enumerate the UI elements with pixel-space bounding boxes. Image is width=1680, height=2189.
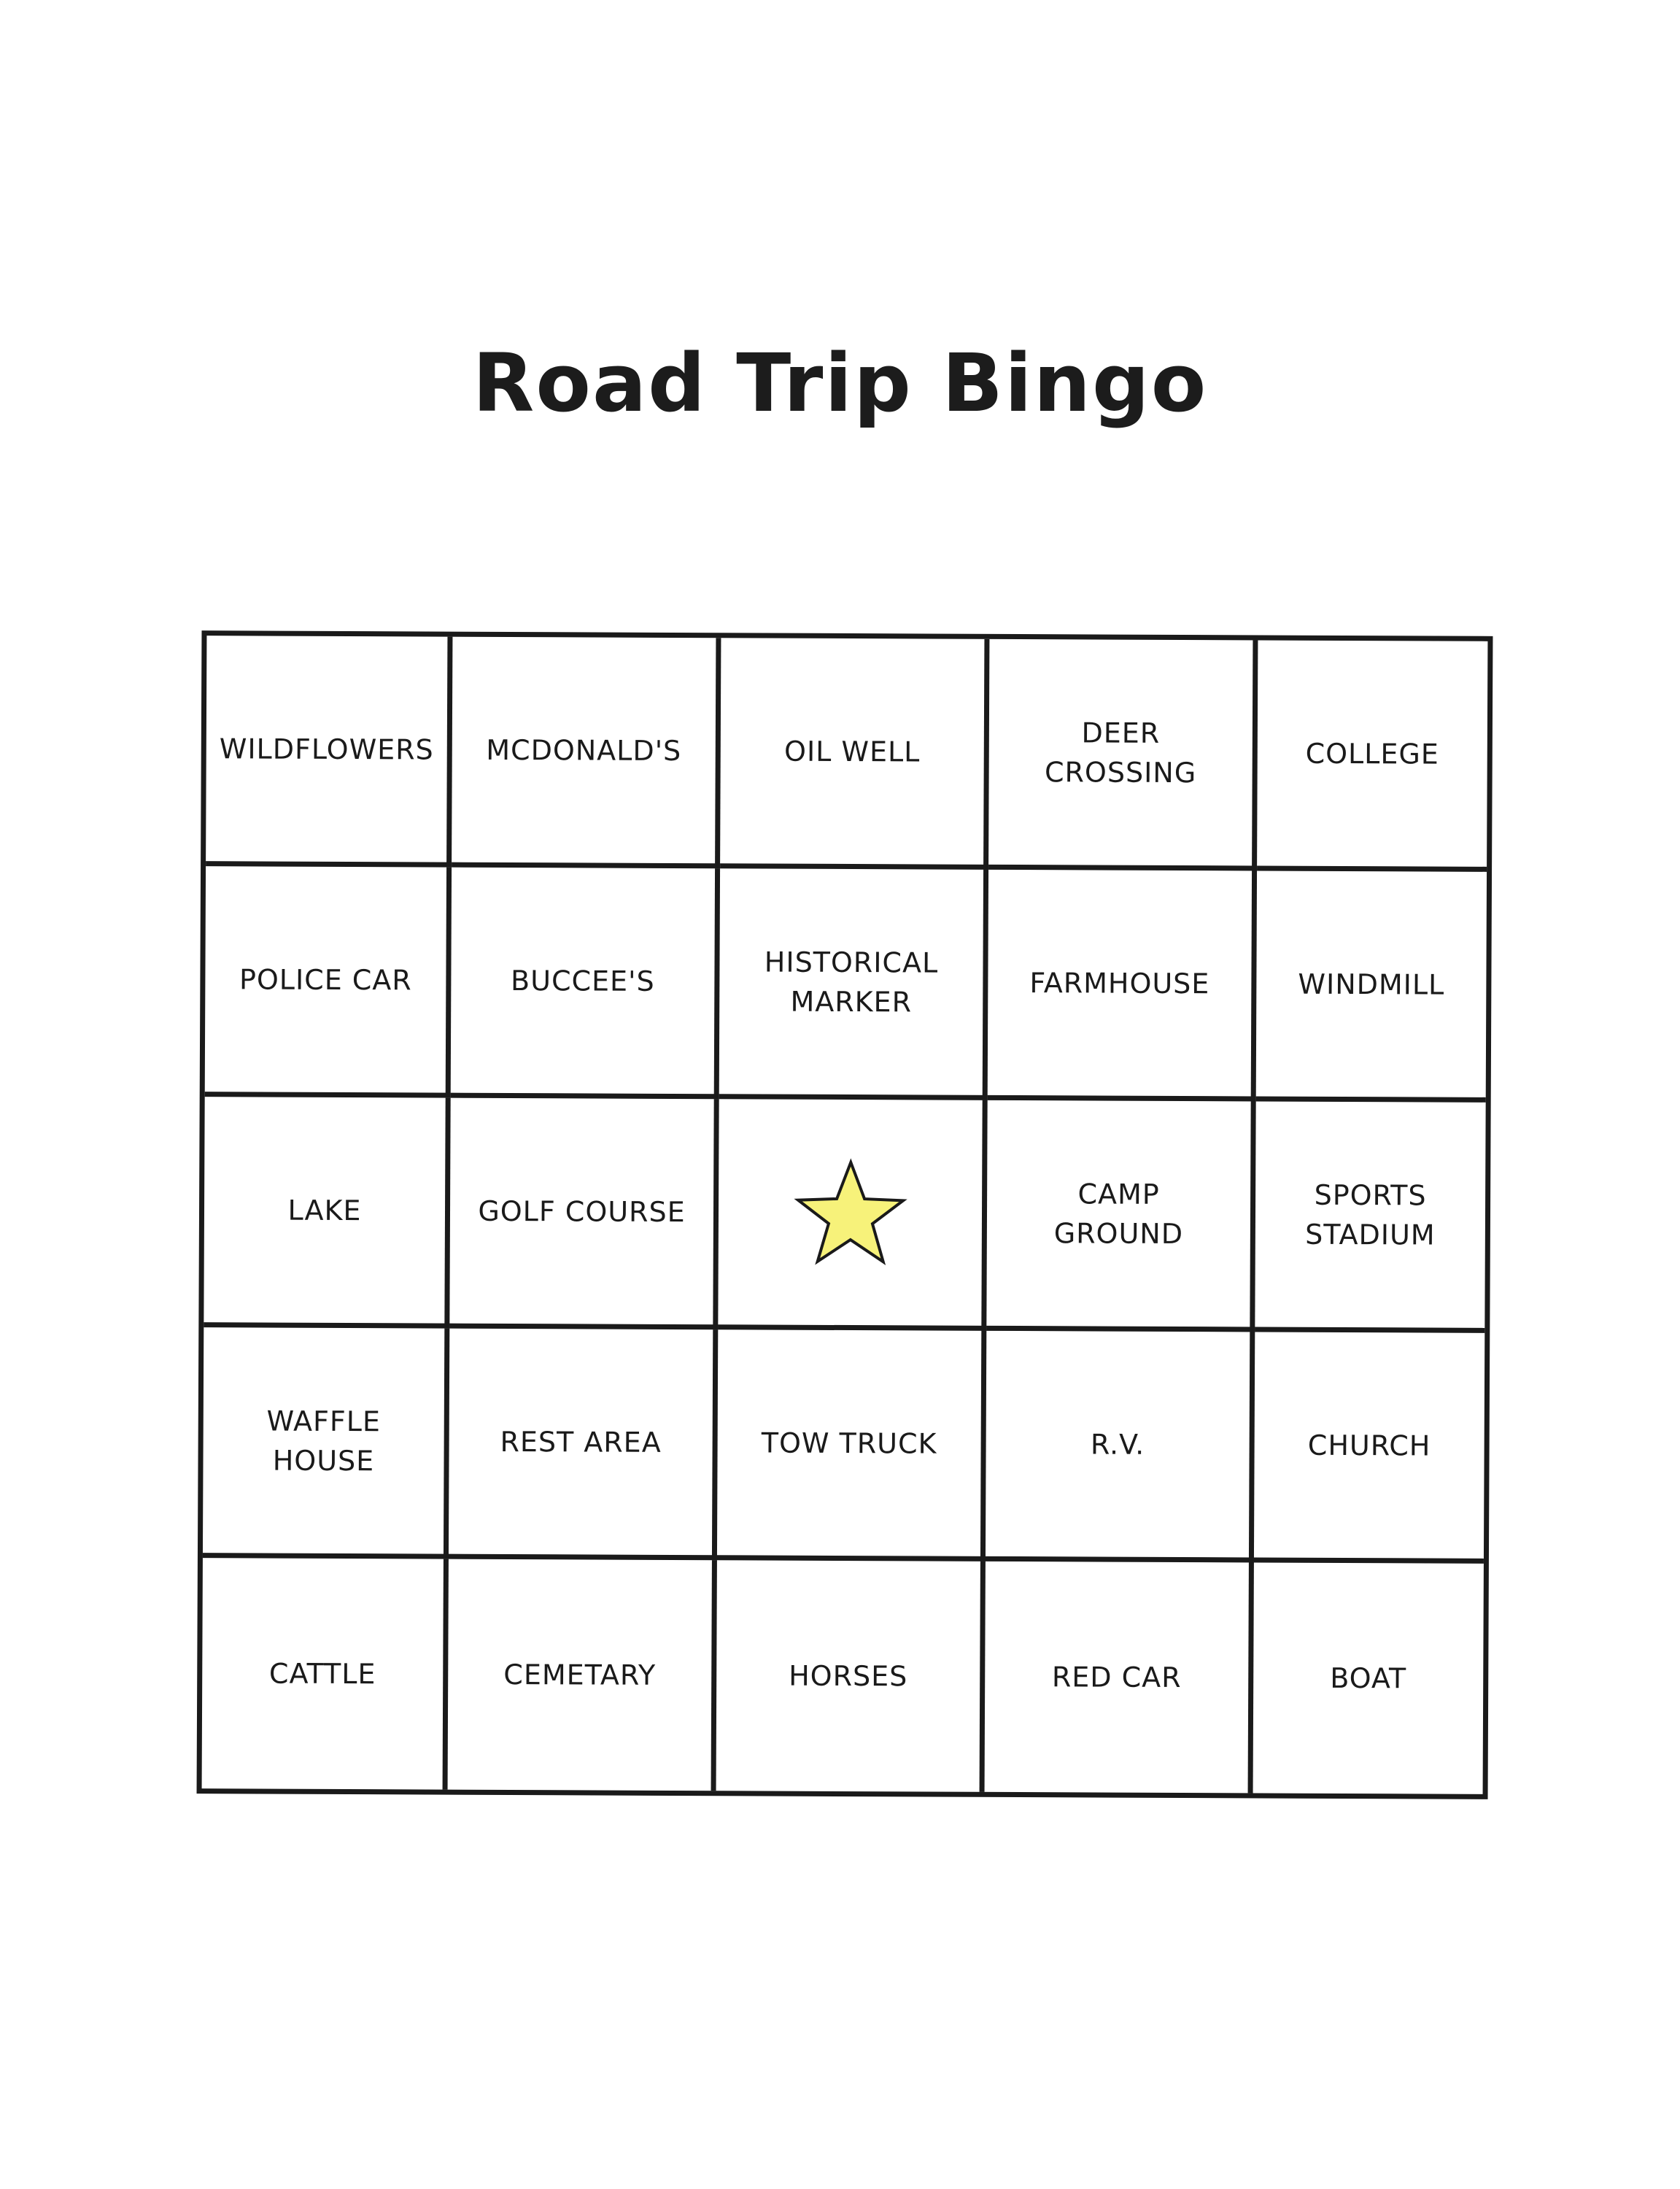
cell-label: WILDFLOWERS bbox=[219, 732, 434, 766]
bingo-cell[interactable] bbox=[1253, 1562, 1484, 1794]
page-title: Road Trip Bingo bbox=[472, 336, 1208, 430]
bingo-cell[interactable] bbox=[717, 1329, 986, 1561]
cell-label: GOLF COURSE bbox=[478, 1194, 686, 1228]
cell-label: BOAT bbox=[1330, 1661, 1407, 1695]
cell-label: COLLEGE bbox=[1305, 737, 1439, 771]
bingo-cell[interactable] bbox=[449, 1329, 718, 1561]
bingo-cell[interactable] bbox=[1255, 1101, 1485, 1332]
cell-label: HISTORICAL MARKER bbox=[764, 946, 939, 1018]
cell-label: BUCCEE'S bbox=[511, 964, 655, 997]
cell-label: POLICE CAR bbox=[239, 962, 412, 996]
cell-label: LAKE bbox=[287, 1194, 362, 1227]
bingo-cell[interactable] bbox=[449, 1098, 719, 1330]
bingo-cell[interactable] bbox=[204, 1097, 450, 1328]
cell-label: CAMP GROUND bbox=[1053, 1177, 1184, 1250]
cell-label: SPORTS STADIUM bbox=[1305, 1178, 1436, 1251]
bingo-cell[interactable] bbox=[986, 1100, 1255, 1332]
cell-label: DEER CROSSING bbox=[1044, 716, 1197, 789]
bingo-cell[interactable] bbox=[985, 1561, 1254, 1794]
bingo-cell[interactable] bbox=[452, 637, 721, 869]
cell-label: MCDONALD'S bbox=[486, 733, 682, 767]
bingo-cell[interactable] bbox=[986, 1331, 1255, 1563]
bingo-cell[interactable] bbox=[716, 1560, 986, 1792]
cell-label: OIL WELL bbox=[784, 735, 921, 768]
cell-label: WAFFLE HOUSE bbox=[266, 1405, 382, 1477]
star-icon bbox=[791, 1157, 909, 1267]
bingo-cell[interactable] bbox=[202, 1558, 449, 1789]
free-space-cell[interactable] bbox=[718, 1099, 987, 1331]
bingo-cell[interactable] bbox=[1256, 870, 1487, 1102]
bingo-cell[interactable] bbox=[205, 866, 452, 1097]
bingo-cell[interactable] bbox=[206, 636, 452, 867]
cell-label: WINDMILL bbox=[1298, 968, 1445, 1001]
cell-label: RED CAR bbox=[1051, 1661, 1182, 1694]
bingo-board bbox=[197, 630, 1493, 1799]
cell-label: HORSES bbox=[789, 1659, 908, 1693]
bingo-cell[interactable] bbox=[1254, 1332, 1484, 1563]
cell-label: CATTLE bbox=[268, 1657, 376, 1691]
bingo-cell[interactable] bbox=[720, 638, 989, 870]
cell-label: FARMHOUSE bbox=[1029, 966, 1210, 1000]
bingo-cell[interactable] bbox=[448, 1559, 717, 1791]
cell-label: TOW TRUCK bbox=[761, 1426, 937, 1460]
bingo-cell[interactable] bbox=[451, 868, 720, 1100]
cell-label: CEMETARY bbox=[503, 1658, 657, 1691]
bingo-cell[interactable] bbox=[988, 639, 1258, 871]
bingo-cell[interactable] bbox=[719, 868, 988, 1100]
cell-label: CHURCH bbox=[1307, 1429, 1431, 1462]
bingo-cell[interactable] bbox=[1257, 640, 1487, 871]
bingo-cell[interactable] bbox=[203, 1327, 449, 1559]
bingo-cell[interactable] bbox=[988, 870, 1257, 1102]
cell-label: R.V. bbox=[1090, 1427, 1145, 1461]
cell-label: REST AREA bbox=[500, 1425, 662, 1459]
